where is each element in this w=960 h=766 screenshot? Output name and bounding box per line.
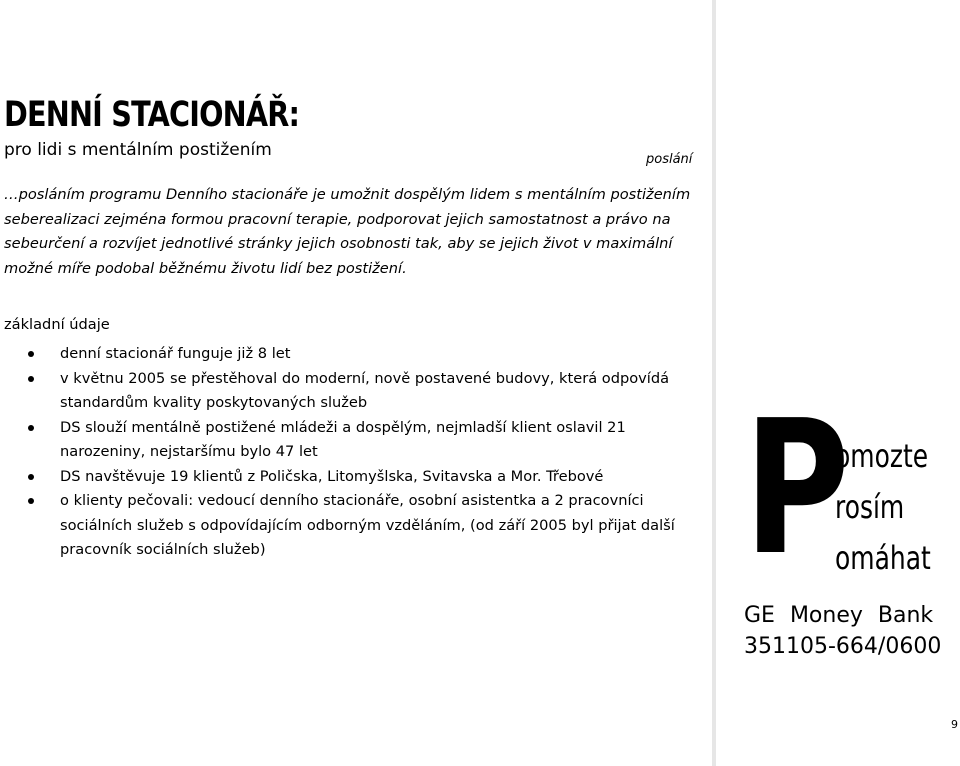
pomozte-logo	[744, 380, 944, 596]
bank-account-number: 351105-664/0600	[744, 634, 942, 659]
logo-word-2: rosím	[835, 488, 905, 526]
list-item: o klienty pečovali: vedoucí denního stacionáře, osobní asistentka a 2 pracovníci sociálních služeb s odpovídajícím odborným vzděláním, (od září 2005 byl přijat další pracovník sociálních služeb)	[0, 489, 700, 563]
logo-word-1: omozte	[835, 437, 929, 475]
basic-info-heading: základní údaje	[4, 316, 110, 333]
page-title: DENNÍ STACIONÁŘ:	[4, 95, 300, 135]
logo-letter: P	[744, 380, 850, 596]
list-item: v květnu 2005 se přestěhoval do moderní, nově postavené budovy, která odpovídá standardům kvality poskytovaných služeb	[0, 367, 700, 416]
logo-word-3: omáhat	[835, 539, 931, 577]
mission-statement: …posláním programu Denního stacionáře je umožnit dospělým lidem s mentálním postižením seberealizaci zejména formou pracovní terapie, podporovat jejich samostatnost a právo na sebeurčení a rozvíjet jednotlivé stránky jejich osobnosti tak, aby se jejich život v maximální možné míře podobal běžnému životu lidí bez postižení.	[4, 186, 691, 277]
list-item: DS slouží mentálně postižené mládeži a dospělým, nejmladší klient oslavil 21 narozeniny, nejstaršímu bylo 47 let	[0, 416, 700, 465]
basic-info-list	[0, 342, 700, 563]
list-item: denní stacionář funguje již 8 let	[0, 342, 700, 367]
bank-name: GE Money Bank	[744, 603, 934, 628]
sidebar	[716, 0, 960, 766]
section-label: poslání	[646, 152, 693, 167]
page-subtitle: pro lidi s mentálním postižením	[4, 140, 272, 160]
page-number: 9	[951, 718, 958, 731]
list-item: DS navštěvuje 19 klientů z Poličska, Litomyšlska, Svitavska a Mor. Třebové	[0, 465, 700, 490]
